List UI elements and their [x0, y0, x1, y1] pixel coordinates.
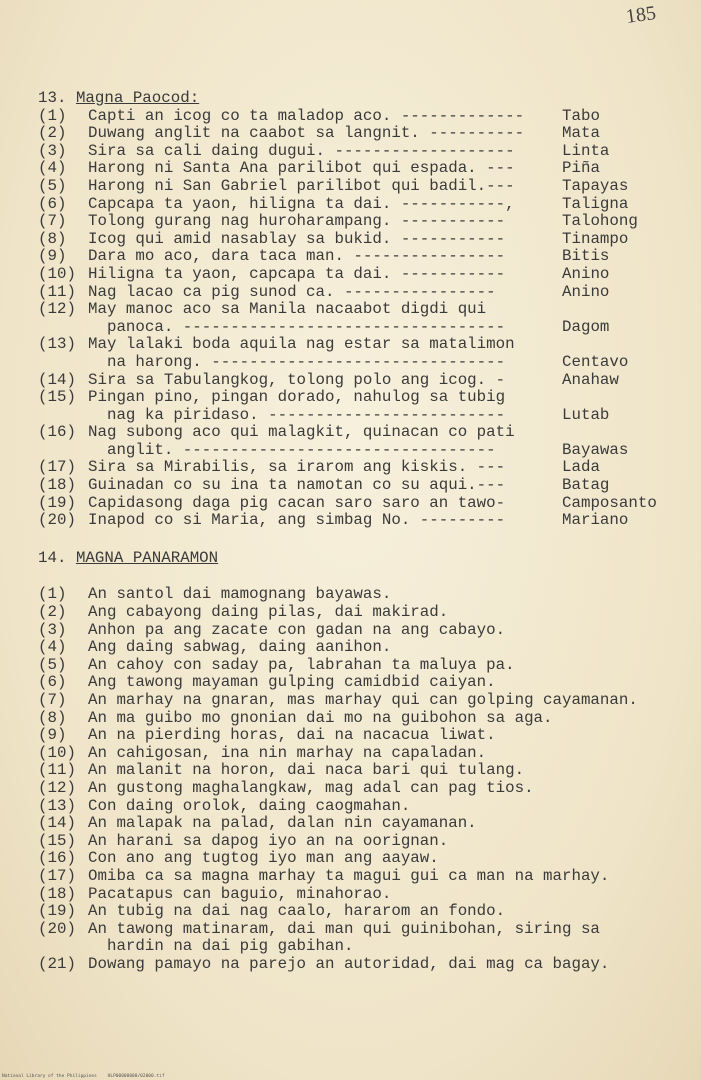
proverb-number: (4) [38, 638, 67, 657]
riddle-text: Sira sa Tabulangkog, tolong polo ang icog. - [88, 370, 506, 389]
riddle-line [38, 143, 693, 161]
riddle-line [38, 495, 693, 513]
section-14-title: MAGNA PANARAMON [75, 548, 219, 567]
riddle-line [38, 442, 693, 460]
proverb-text: An ma guibo mo gnonian dai mo na guibohon sa aga. [88, 708, 553, 727]
proverb-number: (16) [38, 849, 76, 868]
riddle-text: Capcapa ta yaon, hiligna ta dai. -----------, [88, 194, 515, 213]
riddle-answer: Taligna [562, 194, 629, 213]
riddle-answer: Batag [562, 476, 610, 495]
proverb-line [38, 886, 693, 904]
riddle-text: anglit. --------------------------------- [88, 440, 496, 459]
riddle-text: Duwang anglit na caabot sa langnit. ---------- [88, 124, 525, 143]
proverb-number: (18) [38, 884, 76, 903]
section-13-heading [38, 90, 693, 108]
riddle-number: (7) [38, 212, 67, 231]
riddle-answer: Talohong [562, 212, 638, 231]
proverb-line [38, 850, 693, 868]
proverb-line [38, 798, 693, 816]
proverb-line [38, 815, 693, 833]
proverb-number: (5) [38, 655, 67, 674]
riddle-text: Icog qui amid nasablay sa bukid. ----------- [88, 229, 506, 248]
riddle-answer: Piña [562, 159, 600, 178]
riddle-number: (6) [38, 194, 67, 213]
proverb-number: (12) [38, 778, 76, 797]
proverb-number: (19) [38, 902, 76, 921]
proverb-line [38, 710, 693, 728]
riddle-line [38, 389, 693, 407]
riddle-text: May lalaki boda aquila nag estar sa matalimon [88, 335, 515, 354]
riddle-number: (13) [38, 335, 76, 354]
proverb-text: An tawong matinaram, dai man qui guinibohan, siring sa [88, 919, 600, 938]
proverb-line [38, 604, 693, 622]
archive-footer: National Library of the Philippines HLP00000000/02000.tif [2, 1074, 165, 1079]
proverb-text: An malapak na palad, dalan nin cayamanan. [88, 814, 477, 833]
proverb-line [38, 622, 693, 640]
riddle-text: Sira sa Mirabilis, sa irarom ang kiskis. --- [88, 458, 506, 477]
riddle-number: (15) [38, 388, 76, 407]
riddle-answer: Centavo [562, 352, 629, 371]
riddle-line [38, 354, 693, 372]
proverb-line [38, 780, 693, 798]
proverb-text: Con daing orolok, daing caogmahan. [88, 796, 411, 815]
riddle-answer: Anino [562, 264, 610, 283]
proverb-text: An cahoy con saday pa, labrahan ta maluya pa. [88, 655, 515, 674]
riddle-text: Capti an icog co ta maladop aco. ------------- [88, 106, 525, 125]
riddle-answer: Lada [562, 458, 600, 477]
proverb-text: Pacatapus can baguio, minahorao. [88, 884, 392, 903]
riddle-line [38, 477, 693, 495]
riddle-text: Guinadan co su ina ta namotan co su aqui.--- [88, 476, 506, 495]
riddle-text: Tolong gurang nag huroharampang. ----------- [88, 212, 506, 231]
riddle-number: (12) [38, 300, 76, 319]
proverb-number: (3) [38, 620, 67, 639]
proverb-line [38, 921, 693, 939]
proverb-text: Omiba ca sa magna marhay ta magui gui ca man na marhay. [88, 866, 610, 885]
proverb-line [38, 727, 693, 745]
riddle-text: Nag subong aco qui malagkit, quinacan co pati [88, 423, 515, 442]
riddle-text: Harong ni San Gabriel parilibot qui badil.--- [88, 176, 515, 195]
proverb-number: (15) [38, 831, 76, 850]
proverb-text: An na pierding horas, dai na nacacua liwat. [88, 726, 496, 745]
riddle-number: (11) [38, 282, 76, 301]
riddle-number: (20) [38, 511, 76, 530]
proverb-line [38, 692, 693, 710]
proverb-text: An malanit na horon, dai naca bari qui tulang. [88, 761, 525, 780]
riddle-answer: Dagom [562, 317, 610, 336]
riddle-list [38, 108, 693, 530]
riddle-answer: Tinampo [562, 229, 629, 248]
riddle-line [38, 336, 693, 354]
proverb-text: Con ano ang tugtog iyo man ang aayaw. [88, 849, 439, 868]
proverb-text: An gustong maghalangkaw, mag adal can pag tios. [88, 778, 534, 797]
proverb-text: Ang tawong mayaman gulping camidbid caiyan. [88, 673, 496, 692]
proverb-number: (17) [38, 866, 76, 885]
proverb-text: An harani sa dapog iyo an na oorignan. [88, 831, 449, 850]
riddle-line [38, 196, 693, 214]
riddle-text: Nag lacao ca pig sunod ca. ---------------- [88, 282, 496, 301]
proverb-line [38, 762, 693, 780]
section-14-heading [38, 550, 693, 568]
proverb-text: An marhay na gnaran, mas marhay qui can golping cayamanan. [88, 691, 638, 709]
riddle-line [38, 178, 693, 196]
riddle-number: (10) [38, 264, 76, 283]
riddle-line [38, 512, 693, 530]
riddle-text: Inapod co si Maria, ang simbag No. --------- [88, 511, 506, 530]
riddle-text: Sira sa cali daing dugui. ------------------- [88, 141, 515, 160]
riddle-line [38, 284, 693, 302]
riddle-line [38, 266, 693, 284]
proverb-number: (8) [38, 708, 67, 727]
proverb-number: (6) [38, 673, 67, 692]
proverb-number: (9) [38, 726, 67, 745]
riddle-number: (1) [38, 106, 67, 125]
riddle-number: (2) [38, 124, 67, 143]
riddle-number: (18) [38, 476, 76, 495]
riddle-line [38, 213, 693, 231]
proverb-line [38, 956, 693, 974]
riddle-number: (16) [38, 423, 76, 442]
riddle-text: Harong ni Santa Ana parilibot qui espada. --- [88, 159, 515, 178]
section-14-number: 14. [38, 548, 67, 567]
riddle-text: May manoc aco sa Manila nacaabot digdi qui [88, 300, 487, 319]
proverb-number: (2) [38, 603, 67, 622]
proverb-text: Ang cabayong daing pilas, dai makirad. [88, 603, 449, 622]
proverb-line [38, 868, 693, 886]
riddle-answer: Mariano [562, 511, 629, 530]
proverb-text: Dowang pamayo na parejo an autoridad, dai mag ca bagay. [88, 954, 610, 973]
proverb-text: An tubig na dai nag caalo, hararom an fondo. [88, 902, 506, 921]
riddle-number: (4) [38, 159, 67, 178]
riddle-number: (19) [38, 493, 76, 512]
riddle-answer: Tapayas [562, 176, 629, 195]
proverb-line [38, 745, 693, 763]
riddle-answer: Tabo [562, 106, 600, 125]
riddle-line [38, 160, 693, 178]
riddle-line [38, 319, 693, 337]
proverb-text: Ang daing sabwag, daing aanihon. [88, 638, 392, 657]
riddle-answer: Anino [562, 282, 610, 301]
section-13-title: Magna Paocod: [75, 89, 200, 107]
riddle-answer: Linta [562, 141, 610, 160]
riddle-answer: Mata [562, 124, 600, 143]
riddle-line [38, 459, 693, 477]
proverb-number: (1) [38, 585, 67, 604]
proverb-line [38, 833, 693, 851]
proverb-number: (7) [38, 691, 67, 709]
riddle-line [38, 108, 693, 126]
riddle-number: (3) [38, 141, 67, 160]
riddle-line [38, 424, 693, 442]
riddle-text: Hiligna ta yaon, capcapa ta dai. ----------- [88, 264, 506, 283]
proverb-line [38, 657, 693, 675]
riddle-answer: Bitis [562, 247, 610, 266]
proverb-text: An santol dai mamognang bayawas. [88, 585, 392, 604]
proverb-number: (11) [38, 761, 76, 780]
proverb-line [38, 586, 693, 604]
riddle-line [38, 231, 693, 249]
proverb-text: hardin na dai pig gabihan. [88, 937, 354, 956]
proverb-number: (13) [38, 796, 76, 815]
proverb-number: (20) [38, 919, 76, 938]
riddle-number: (8) [38, 229, 67, 248]
riddle-number: (14) [38, 370, 76, 389]
riddle-line [38, 248, 693, 266]
proverb-number: (21) [38, 954, 76, 973]
riddle-text: Pingan pino, pingan dorado, nahulog sa tubig [88, 388, 506, 407]
riddle-number: (17) [38, 458, 76, 477]
riddle-text: panoca. ---------------------------------- [88, 317, 506, 336]
riddle-answer: Anahaw [562, 370, 619, 389]
proverb-line [38, 674, 693, 692]
riddle-line [38, 407, 693, 425]
riddle-text: Capidasong daga pig cacan saro saro an tawo- [88, 493, 506, 512]
page-number: 185 [624, 2, 658, 28]
section-13-number: 13. [38, 89, 67, 107]
riddle-text: nag ka piridaso. ------------------------- [88, 405, 506, 424]
proverb-text: Anhon pa ang zacate con gadan na ang cabayo. [88, 620, 506, 639]
riddle-line [38, 372, 693, 390]
proverb-line [38, 903, 693, 921]
proverb-number: (14) [38, 814, 76, 833]
proverb-number: (10) [38, 743, 76, 762]
riddle-text: Dara mo aco, dara taca man. ---------------- [88, 247, 506, 266]
proverb-line [38, 938, 693, 956]
proverb-list [38, 586, 693, 973]
riddle-answer: Lutab [562, 405, 610, 424]
proverb-line [38, 639, 693, 657]
riddle-line [38, 301, 693, 319]
proverb-text: An cahigosan, ina nin marhay na capaladan. [88, 743, 487, 762]
riddle-text: na harong. ------------------------------- [88, 352, 506, 371]
document-body [38, 90, 693, 974]
riddle-line [38, 125, 693, 143]
riddle-answer: Bayawas [562, 440, 629, 459]
riddle-answer: Camposanto [562, 493, 657, 512]
riddle-number: (9) [38, 247, 67, 266]
riddle-number: (5) [38, 176, 67, 195]
